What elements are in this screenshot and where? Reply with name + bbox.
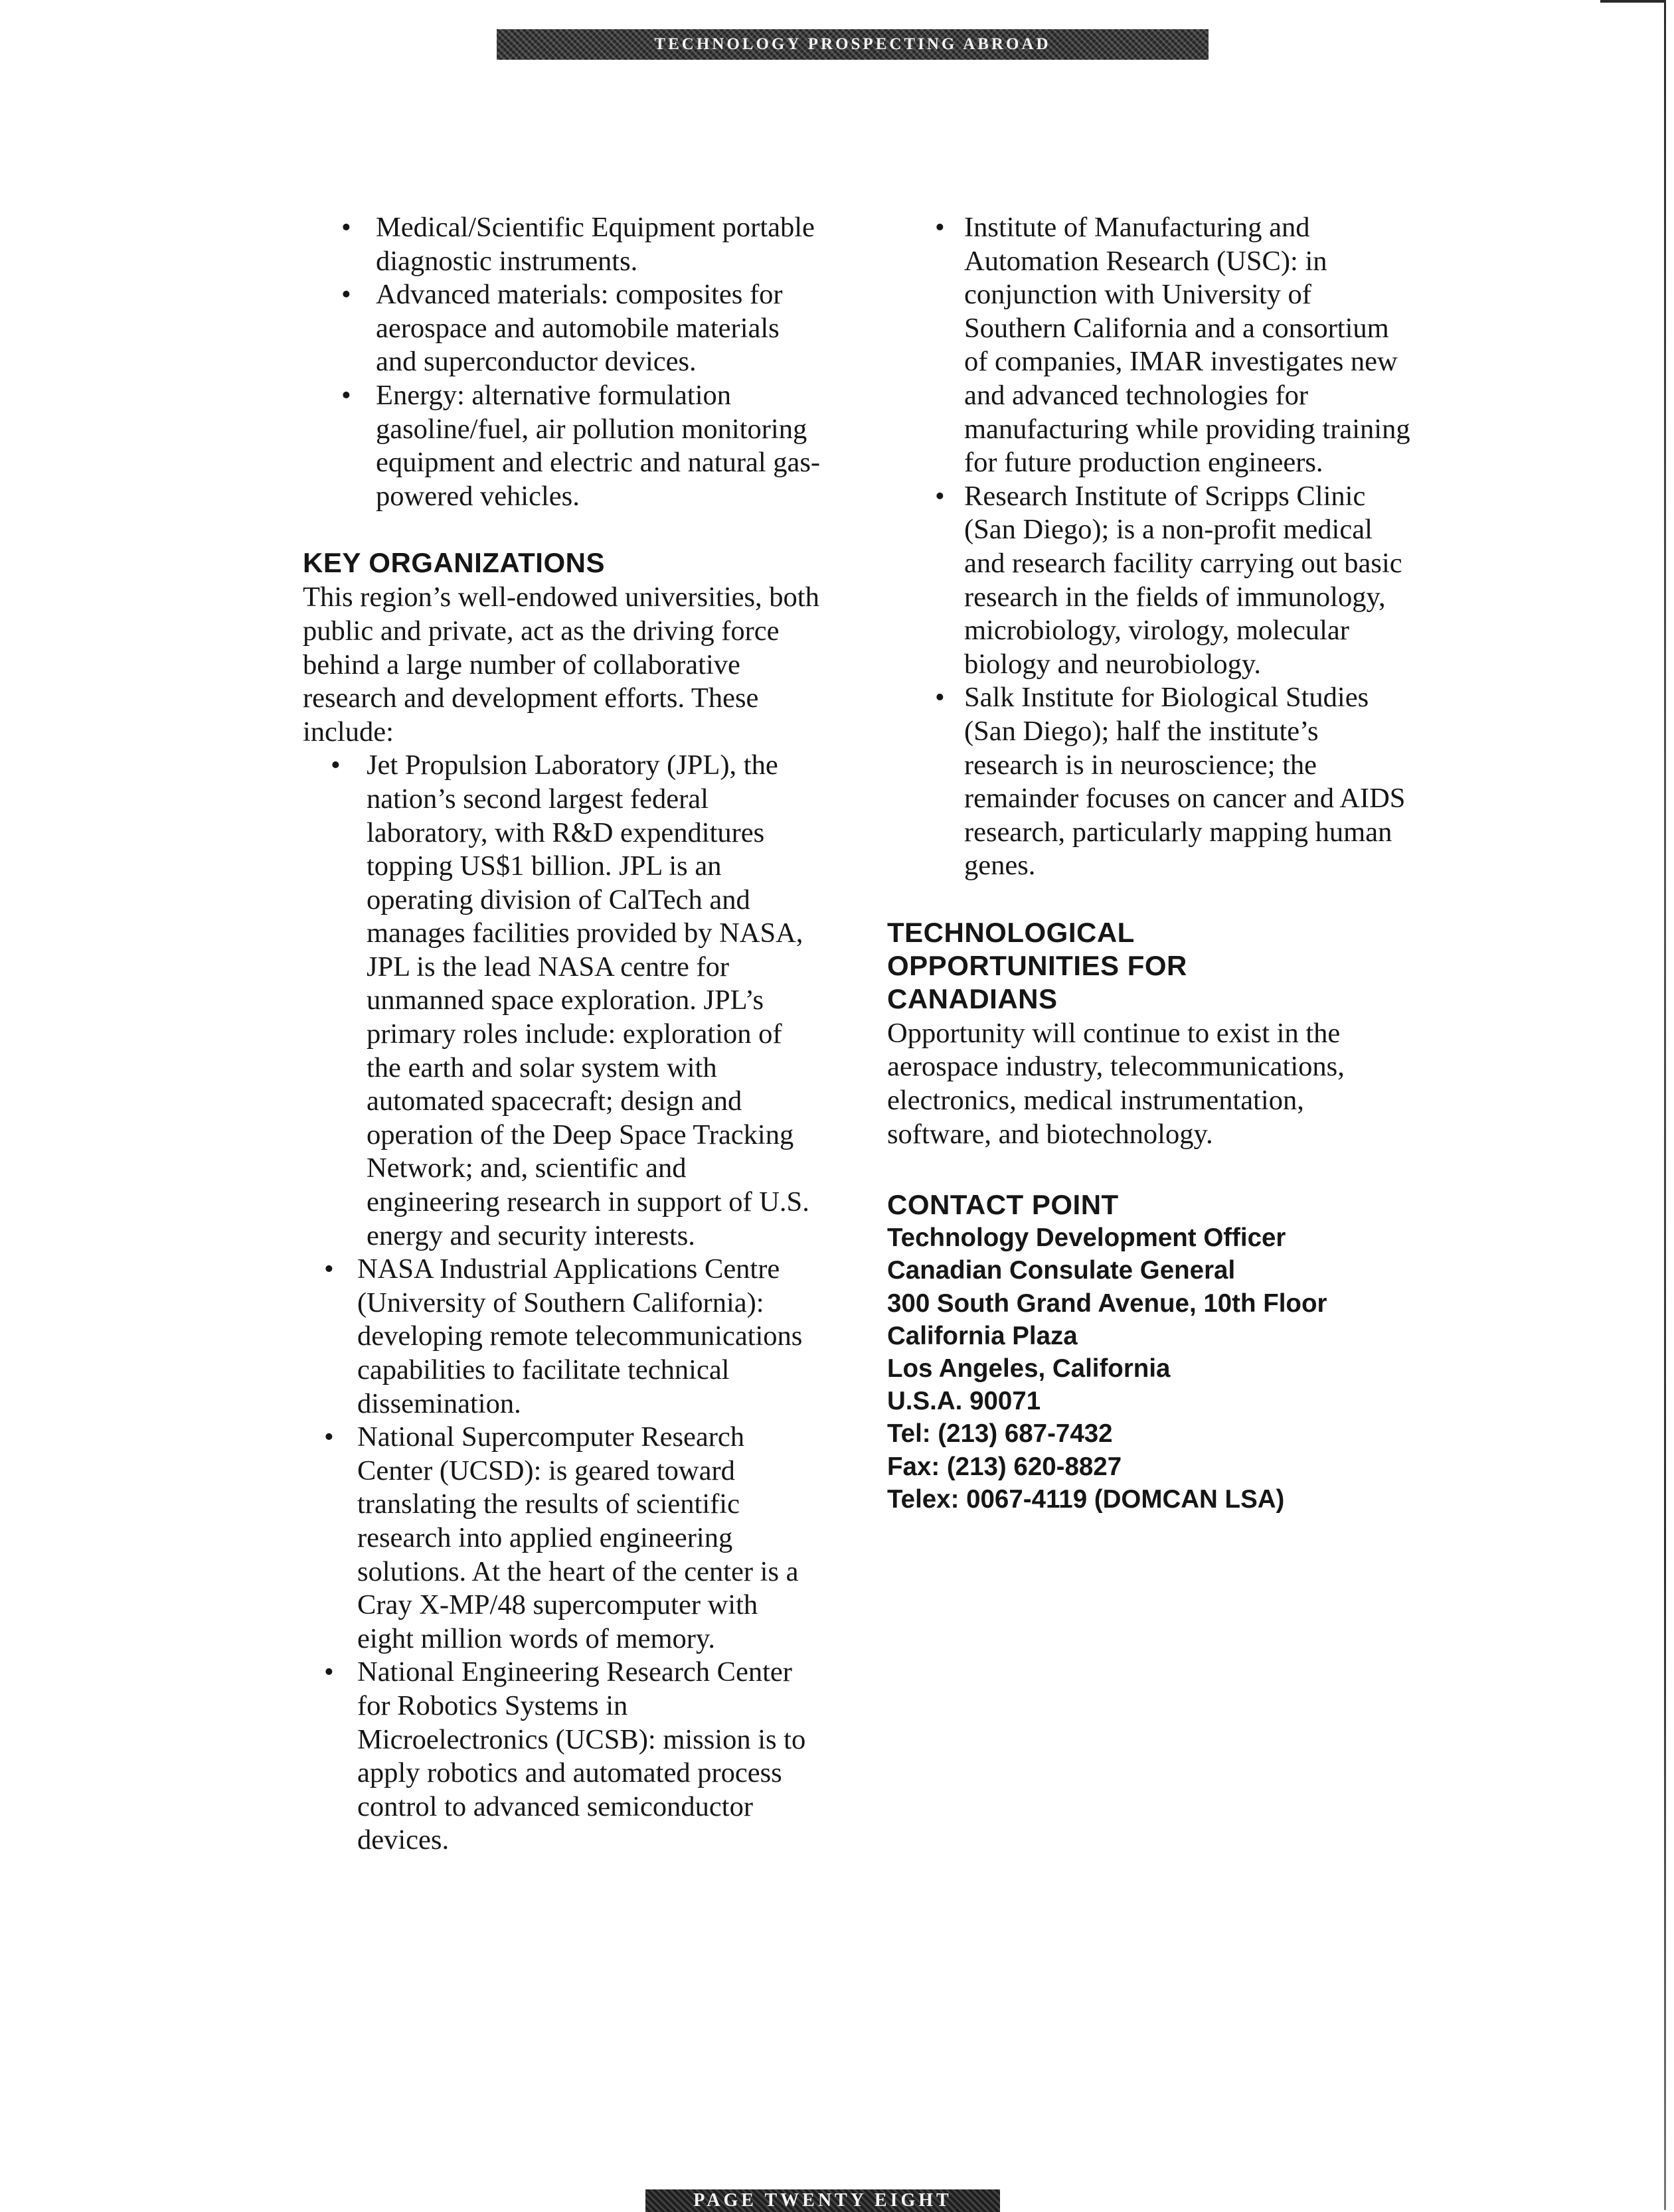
bullet-icon: • [341, 212, 351, 243]
list-item-text: National Supercomputer Research Center (UCSD): is geared toward translating the results of scientific research into applied engineering solutions. At the heart of the center is a Cray X-MP/48 supercomputer with eight million words of memory. [357, 1421, 799, 1654]
continued-bullet-list [303, 211, 821, 513]
contact-city: Los Angeles, California [887, 1354, 1171, 1383]
contact-organization: Canadian Consulate General [887, 1256, 1236, 1285]
heading-line: TECHNOLOGICAL [887, 916, 1135, 948]
contact-address-block [887, 1222, 1418, 1516]
list-item [887, 681, 1418, 883]
list-item-text: Research Institute of Scripps Clinic (San Diego); is a non-profit medical and research facility carrying out basic research in the fields of immunology, microbiology, virology, molecular biology and neurobiology. [964, 480, 1402, 680]
contact-country-zip: U.S.A. 90071 [887, 1387, 1041, 1416]
bullet-icon: • [331, 750, 341, 781]
bullet-icon: • [935, 682, 945, 714]
heading-line: CANADIANS [887, 983, 1058, 1014]
key-organizations-intro: This region’s well-endowed universities, both public and private, act as the driving force behind a large number of collaborative research and development efforts. These include: [303, 582, 819, 748]
bullet-icon: • [341, 279, 351, 311]
contact-street: 300 South Grand Avenue, 10th Floor [887, 1289, 1327, 1318]
scan-edge-top [1600, 0, 1665, 3]
list-item-text: Salk Institute for Biological Studies (San Diego); half the institute’s research is in neuroscience; the remainder focuses on cancer and AIDS research, particularly mapping human genes. [964, 682, 1406, 882]
bullet-icon: • [324, 1254, 334, 1285]
running-header-title: TECHNOLOGY PROSPECTING ABROAD [654, 35, 1051, 53]
list-item [887, 211, 1418, 480]
key-organizations-heading: KEY ORGANIZATIONS [303, 547, 605, 579]
list-item [303, 749, 821, 1253]
list-item [303, 278, 821, 379]
list-item-text: Medical/Scientific Equipment portable diagnostic instruments. [376, 212, 815, 277]
list-item-text: Energy: alternative formulation gasoline/fuel, air pollution monitoring equipment and electric and natural gas-powered vehicles. [376, 379, 821, 512]
heading-line: OPPORTUNITIES FOR [887, 949, 1187, 981]
left-column [303, 211, 821, 1857]
organizations-list [303, 749, 821, 1857]
list-item [303, 1656, 821, 1857]
list-item [303, 1253, 821, 1421]
list-item [303, 211, 821, 278]
bullet-icon: • [341, 380, 351, 411]
scan-edge-line [1664, 0, 1666, 2210]
bullet-icon: • [324, 1657, 334, 1688]
bullet-icon: • [935, 212, 945, 243]
contact-telex: Telex: 0067-4119 (DOMCAN LSA) [887, 1484, 1285, 1514]
list-item-text: National Engineering Research Center for Robotics Systems in Microelectronics (UCSB): mission is to apply robotics and automated process control to advanced semiconductor devices. [357, 1656, 806, 1856]
list-item [303, 1421, 821, 1656]
list-item-text: Jet Propulsion Laboratory (JPL), the nation’s second largest federal laboratory, with R&D expenditures topping US$1 billion. JPL is an operating division of CalTech and manages facilities provided by NASA, JPL is the lead NASA centre for unmanned space exploration. JPL’s primary roles include: exploration of the earth and solar system with automated spacecraft; design and operation of the Deep Space Tracking Network; and, scientific and engineering research in support of U.S. energy and security interests. [367, 750, 809, 1251]
technological-opportunities-heading [887, 916, 1418, 1016]
contact-telephone: Tel: (213) 687-7432 [887, 1419, 1113, 1449]
page-number-banner [645, 2189, 1000, 2212]
contact-building: California Plaza [887, 1321, 1078, 1350]
list-item-text: NASA Industrial Applications Centre (University of Southern California): developing remote telecommunications capabilities to facilitate technical dissemination. [357, 1253, 803, 1419]
organizations-list-continued [887, 211, 1418, 883]
right-column [887, 211, 1418, 1516]
list-item [303, 379, 821, 513]
bullet-icon: • [935, 481, 945, 512]
list-item-text: Institute of Manufacturing and Automation Research (USC): in conjunction with University of Southern California and a consortium of companies, IMAR investigates new and advanced technologies for manufacturing while providing training for future production engineers. [964, 212, 1410, 479]
running-header-banner [497, 29, 1209, 60]
page-number-label: PAGE TWENTY EIGHT [693, 2190, 952, 2211]
list-item-text: Advanced materials: composites for aerospace and automobile materials and superconductor devices. [376, 279, 783, 378]
bullet-icon: • [324, 1422, 334, 1453]
contact-fax: Fax: (213) 620-8827 [887, 1452, 1122, 1481]
list-item [887, 480, 1418, 682]
contact-point-heading: CONTACT POINT [887, 1189, 1119, 1221]
technological-opportunities-body: Opportunity will continue to exist in the aerospace industry, telecommunications, electronics, medical instrumentation, software, and biotechnology. [887, 1017, 1345, 1150]
contact-title: Technology Development Officer [887, 1224, 1286, 1253]
